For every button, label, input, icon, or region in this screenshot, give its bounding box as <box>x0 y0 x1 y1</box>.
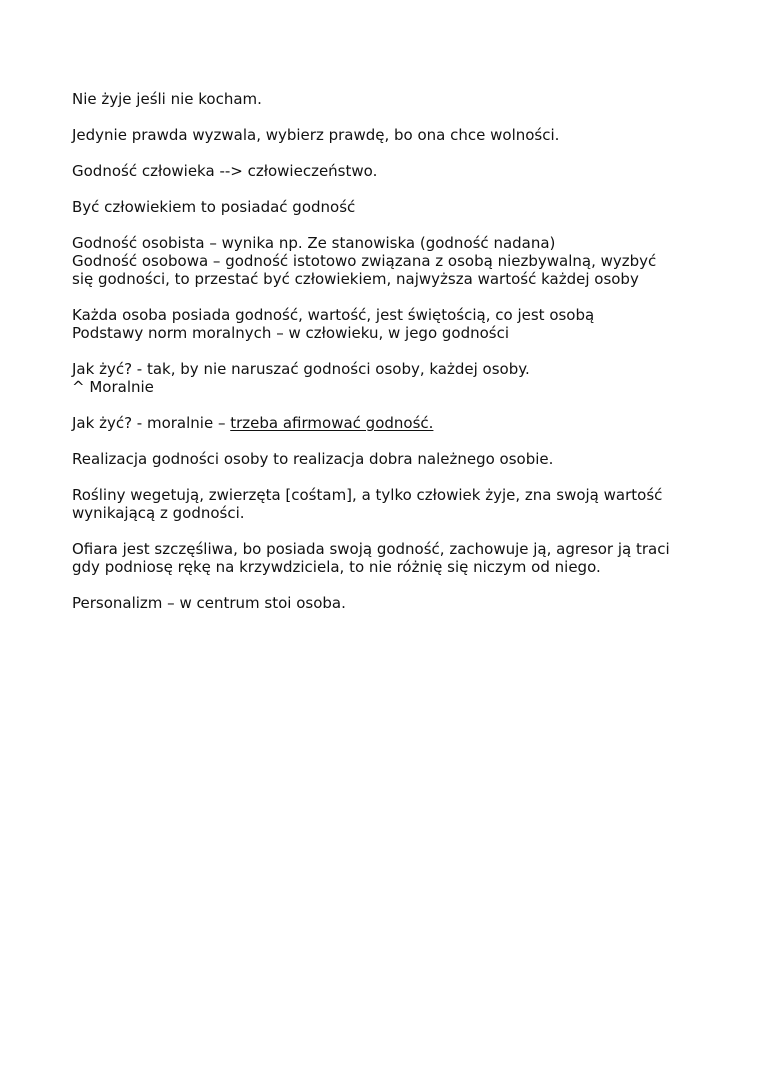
text-line <box>72 414 702 432</box>
text-line: ^ Moralnie <box>72 378 154 396</box>
text-line: Personalizm – w centrum stoi osoba. <box>72 594 346 612</box>
text-line: Godność osobista – wynika np. Ze stanowiska (godność nadana) <box>72 234 556 252</box>
text-line: gdy podniosę rękę na krzywdziciela, to nie różnię się niczym od niego. <box>72 558 601 576</box>
text-line: Ofiara jest szczęśliwa, bo posiada swoją godność, zachowuje ją, agresor ją traci <box>72 540 670 558</box>
paragraph-12 <box>72 594 702 612</box>
text-line: Jak żyć? - tak, by nie naruszać godności osoby, każdej osoby. <box>72 360 530 378</box>
text-line: Godność człowieka --> człowieczeństwo. <box>72 162 378 180</box>
text-line: Nie żyje jeśli nie kocham. <box>72 90 262 108</box>
text-line: Godność osobowa – godność istotowo związana z osobą niezbywalną, wyzbyć <box>72 252 657 270</box>
paragraph-8 <box>72 414 702 432</box>
text-line: Każda osoba posiada godność, wartość, jest świętością, co jest osobą <box>72 306 595 324</box>
paragraph-9 <box>72 450 702 468</box>
underlined-text: trzeba afirmować godność. <box>230 414 434 432</box>
paragraph-6 <box>72 306 702 342</box>
text-line: Być człowiekiem to posiadać godność <box>72 198 356 216</box>
paragraph-4 <box>72 198 702 216</box>
paragraph-2 <box>72 126 702 144</box>
paragraph-3 <box>72 162 702 180</box>
text-line: wynikającą z godności. <box>72 504 245 522</box>
paragraph-10 <box>72 486 702 522</box>
text-line: Podstawy norm moralnych – w człowieku, w jego godności <box>72 324 510 342</box>
text-line: Rośliny wegetują, zwierzęta [cośtam], a tylko człowiek żyje, zna swoją wartość <box>72 486 663 504</box>
paragraph-11 <box>72 540 702 576</box>
text-line: Jedynie prawda wyzwala, wybierz prawdę, bo ona chce wolności. <box>72 126 560 144</box>
document-body <box>72 90 702 630</box>
text-line: się godności, to przestać być człowiekiem, najwyższa wartość każdej osoby <box>72 270 639 288</box>
paragraph-7 <box>72 360 702 396</box>
paragraph-1 <box>72 90 702 108</box>
paragraph-5 <box>72 234 702 288</box>
text-prefix: Jak żyć? - moralnie – <box>72 414 231 432</box>
text-line: Realizacja godności osoby to realizacja dobra należnego osobie. <box>72 450 554 468</box>
